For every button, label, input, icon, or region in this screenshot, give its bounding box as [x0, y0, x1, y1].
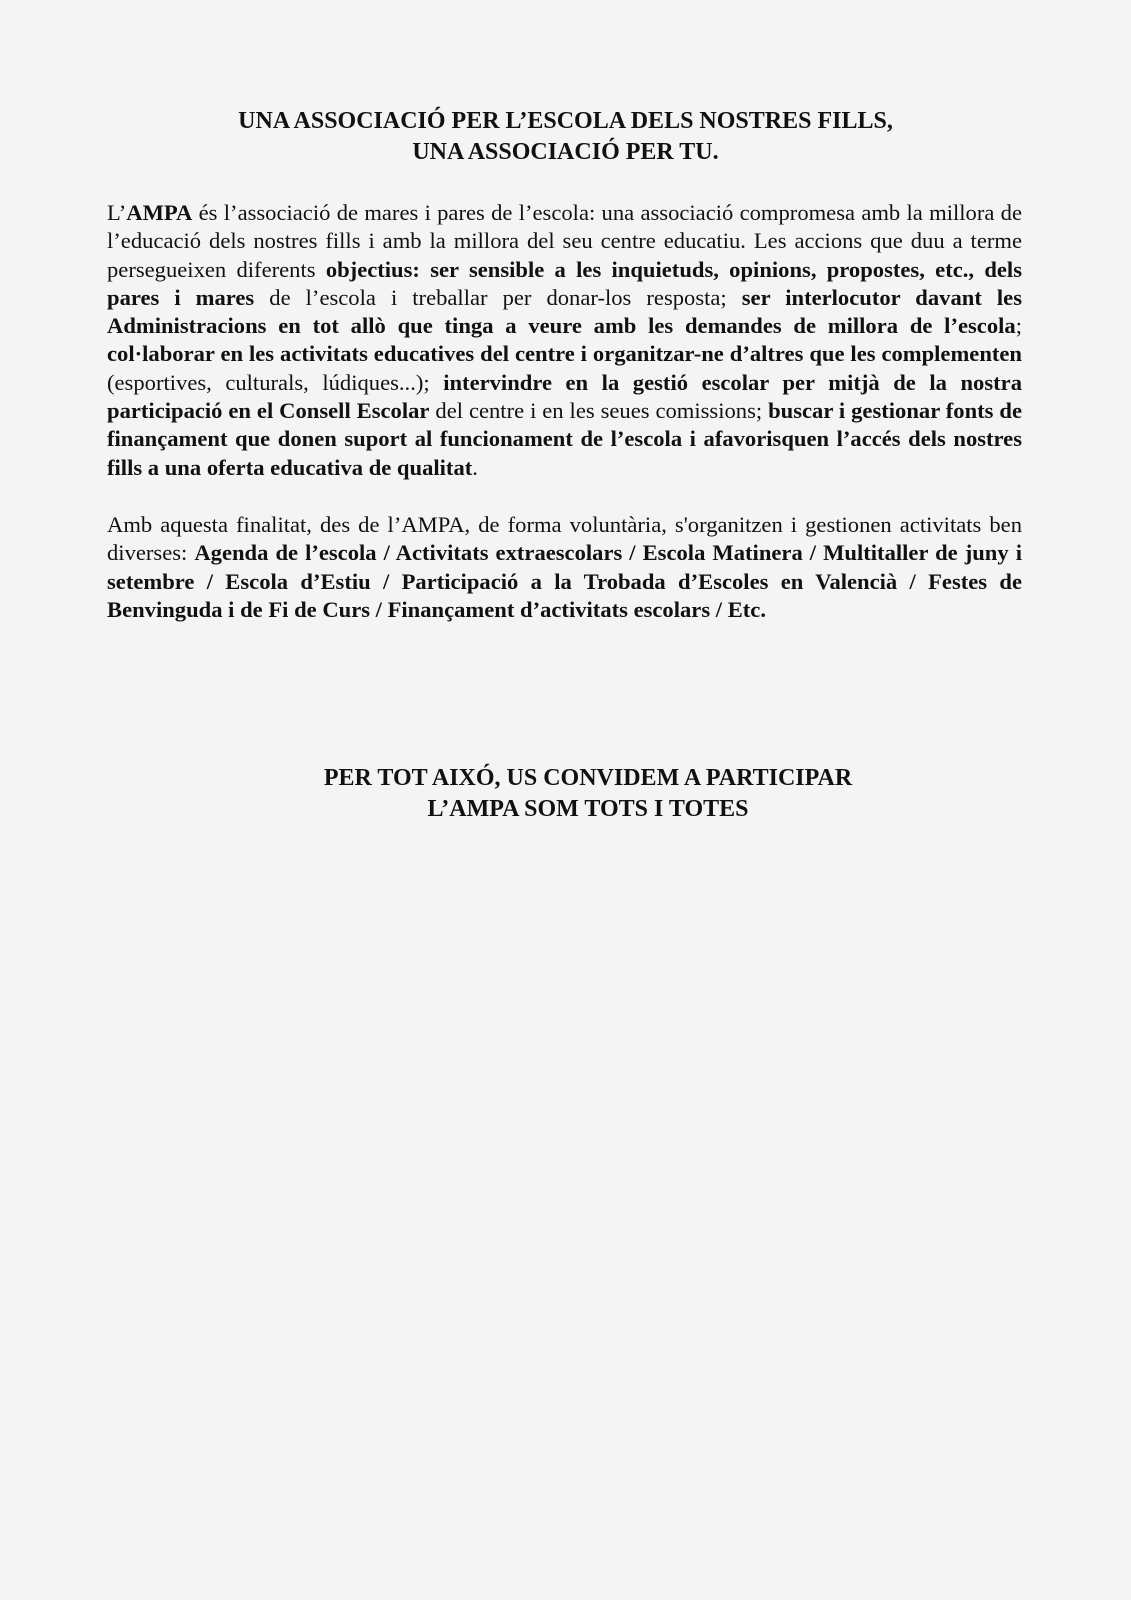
intro-paragraph: [107, 199, 1022, 482]
text-run: ;: [1015, 313, 1022, 339]
text-run-bold: col·laborar en les activitats educatives del centre i organitzar-ne d’altres que les complementen: [107, 341, 1022, 367]
document-title: [0, 106, 1131, 168]
text-run-bold: buscar i gestionar fonts de finançament que donen suport al funcionament de l’escola i afavorisquen l’accés dels nostres fills a una oferta educativa de qualitat: [107, 398, 1022, 480]
text-run-bold: objectius: ser sensible a les inquietuds, opinions, propostes, etc., dels pares i mares: [107, 256, 1022, 310]
closing-line-1: PER TOT AIXÓ, US CONVIDEM A PARTICIPAR: [323, 765, 853, 791]
title-line-1: UNA ASSOCIACIÓ PER L’ESCOLA DELS NOSTRES FILLS,: [238, 108, 893, 134]
closing-line-2: L’AMPA SOM TOTS I TOTES: [427, 796, 749, 822]
text-run-bold: ser interlocutor davant les Administracions en tot allò que tinga a veure amb les demandes de millora de l’escola: [107, 284, 1022, 339]
text-run: (esportives, culturals, lúdiques...);: [107, 369, 444, 395]
text-run: L’: [107, 200, 127, 225]
title-line-2: UNA ASSOCIACIÓ PER TU.: [412, 139, 719, 165]
text-run: és l’associació de mares i pares de l’escola: una associació compromesa amb la millora de l’educació dels nostres fills i amb la millora del seu centre educatiu. Les accions que duu a terme persegueixen diferents: [107, 200, 1022, 282]
text-run-bold: AMPA: [126, 200, 193, 225]
closing-call-to-action: [0, 763, 1131, 825]
text-run: del centre i en les seues comissions;: [429, 398, 769, 424]
activities-paragraph: [107, 511, 1022, 624]
text-run: .: [472, 454, 478, 480]
text-run: de l’escola i treballar per donar-los resposta;: [254, 284, 742, 310]
activities-list: Agenda de l’escola / Activitats extraescolars / Escola Matinera / Multitaller de juny i setembre / Escola d’Estiu / Participació a la Trobada d’Escoles en Valencià / Festes de Benvinguda i de Fi de Curs / Finançament d’activitats escolars / Etc.: [107, 540, 1022, 622]
text-run-bold: intervindre en la gestió escolar per mitjà de la nostra participació en el Consell Escolar: [107, 369, 1022, 424]
text-run: Amb aquesta finalitat, des de l’AMPA, de forma voluntària, s'organitzen i gestionen activitats ben diverses:: [107, 512, 1022, 566]
